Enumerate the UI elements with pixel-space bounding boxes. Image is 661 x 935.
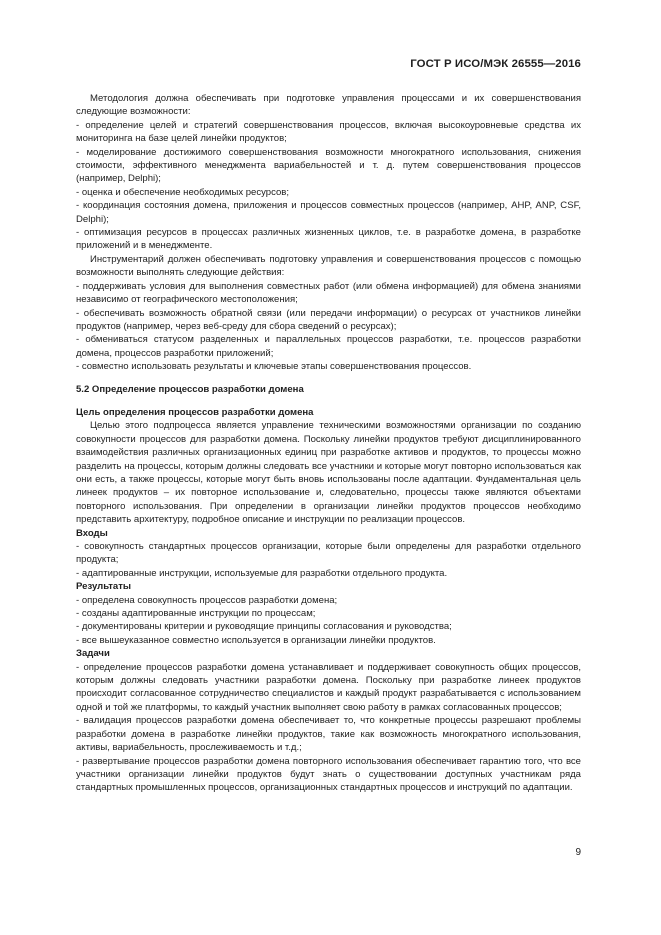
page-content bbox=[76, 92, 581, 795]
list-item: - моделирование достижимого совершенствования возможности многократного использования, снижения стоимости, эффективного менеджмента вариабельностей и т. д. путем совершенствования процессов (например, Delphi); bbox=[76, 146, 581, 185]
section-heading: 5.2 Определение процессов разработки домена bbox=[76, 383, 304, 395]
list-item: - координация состояния домена, приложения и процессов совместных процессов (например, AHP, ANP, CSF, Delphi); bbox=[76, 200, 581, 225]
page-number: 9 bbox=[575, 847, 581, 858]
list-item: - обмениваться статусом разделенных и параллельных процессов разработки, т.е. процессов разработки домена, процессов разработки приложений; bbox=[76, 334, 581, 359]
list-item: - обеспечивать возможность обратной связи (или передачи информации) о ресурсах от участников линейки продуктов (например, через веб-среду для сбора сведений о ресурсах); bbox=[76, 307, 581, 332]
list-item: - оценка и обеспечение необходимых ресурсов; bbox=[76, 186, 290, 198]
list-item: - определена совокупность процессов разработки домена; bbox=[76, 594, 338, 606]
goal-text: Целью этого подпроцесса является управление техническими возможностями организации по созданию совокупности процессов для разработки домена. Поскольку линейки продуктов требуют дисциплинированного взаимодействия различных организационных единиц при разработке активов и продуктов, то процессы можно разделить на процессы, которым должны следовать все участники и которые могут повторно использоваться как они есть, а также процессы, которые могут быть вновь использованы после адаптации. Фундаментальная цель линеек продуктов – их повторное использование и, следовательно, процессы также являются объектами повторного использования. При определении в организации линейки продуктов процессов необходимо представить архитектуру, подробное описание и инструкции по реализации процессов. bbox=[76, 420, 581, 526]
list-item: - созданы адаптированные инструкции по процессам; bbox=[76, 608, 316, 620]
goal-heading: Цель определения процессов разработки домена bbox=[76, 406, 314, 418]
list-item: - определение целей и стратегий совершенствования процессов, включая высокоуровневые средства их мониторинга на базе целей линейки продуктов; bbox=[76, 119, 581, 145]
list-item: - совокупность стандартных процессов организации, которые были определены для разработки отдельного продукта; bbox=[76, 541, 581, 566]
list-item: - совместно использовать результаты и ключевые этапы совершенствования процессов. bbox=[76, 361, 472, 373]
list-item: - развертывание процессов разработки домена повторного использования обеспечивает гарантию того, что все участники организации линейки продуктов будут знать о существовании доступных участникам ряда стандартных промышленных процессов, организационных стандартных процессов и инструкций по адаптации. bbox=[76, 755, 581, 794]
list-item: - оптимизация ресурсов в процессах различных жизненных циклов, т.е. в разработке домена, в разработке приложений и в менеджменте. bbox=[76, 227, 581, 252]
list-item: - все вышеуказанное совместно используется в организации линейки продуктов. bbox=[76, 634, 436, 646]
list-item: - поддерживать условия для выполнения совместных работ (или обмена информацией) для обмена знаниями независимо от географического местоположения; bbox=[76, 280, 581, 306]
tasks-heading: Задачи bbox=[76, 648, 110, 660]
list-item: - валидация процессов разработки домена обеспечивает то, что конкретные процессы разрешают проблемы разработки домена в разработке линейки продуктов, такие как возможность многократного использования, активы, вариабельность, прослеживаемость и т.д.; bbox=[76, 715, 581, 754]
list-item: - адаптированные инструкции, используемые для разработки отдельного продукта. bbox=[76, 567, 448, 579]
inputs-heading: Входы bbox=[76, 527, 108, 539]
results-heading: Результаты bbox=[76, 581, 132, 593]
list-item: - определение процессов разработки домена устанавливает и поддерживает совокупность общих процессов, которым должны следовать участники разработки домена. Поскольку при разработке линеек продуктов происходит согласованное сотрудничество специалистов и каждый продукт разрабатывается с использованием одной и той же платформы, то каждый участник выполняет свою работу в рамках согласованных процессов; bbox=[76, 661, 581, 713]
document-header: ГОСТ Р ИСО/МЭК 26555—2016 bbox=[410, 58, 581, 70]
list-item: - документированы критерии и руководящие принципы согласования и руководства; bbox=[76, 621, 452, 633]
methodology-intro: Методология должна обеспечивать при подготовке управления процессами и их совершенствования следующие возможности: bbox=[76, 93, 581, 118]
tools-intro: Инструментарий должен обеспечивать подготовку управления и совершенствования процессов с помощью возможности выполнять следующие действия: bbox=[76, 253, 581, 279]
